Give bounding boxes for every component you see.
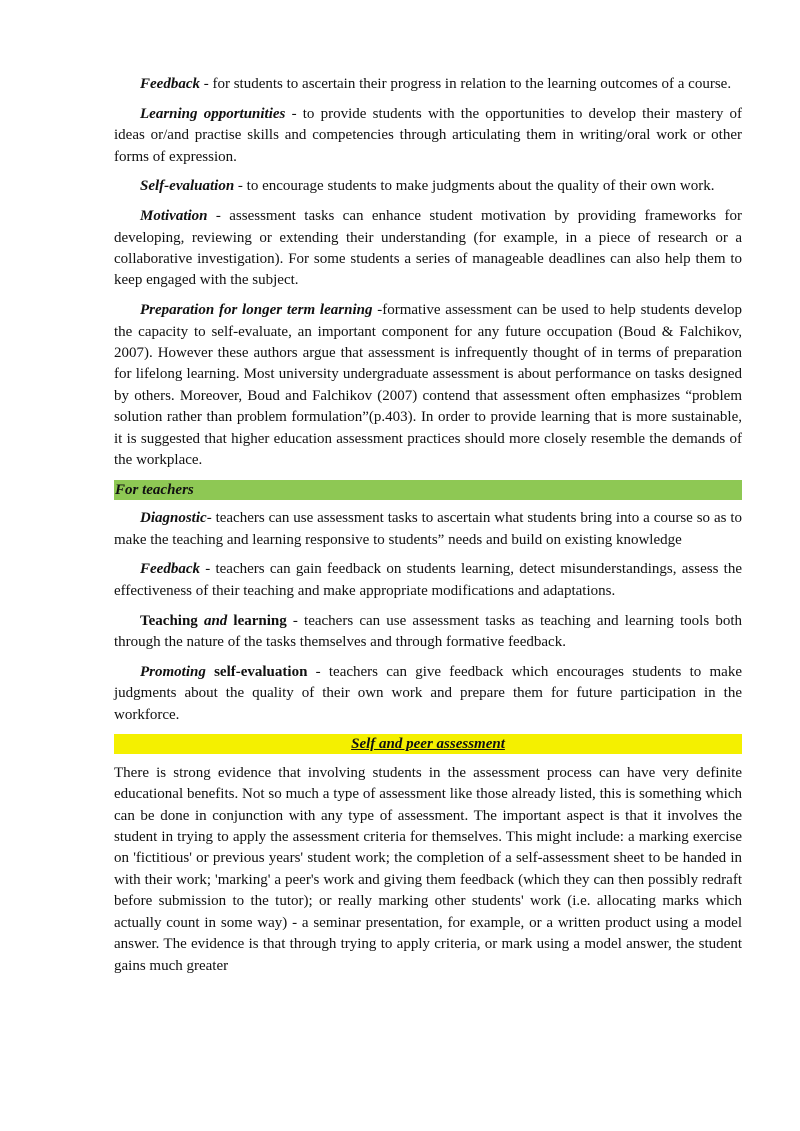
term-promoting: Promoting — [140, 663, 206, 680]
text-preparation: -formative assessment can be used to help students develop the capacity to self-evaluate, an important component for any future occupation (Boud & Falchikov, 2007). However these authors argue that assessment is infrequently thought of in terms of preparation for lifelong learning. Most university undergraduate assessment is about performance on tasks designed by others. Moreover, Boud and Falchikov (2007) contend that assessment often emphasizes “problem solution rather than problem formulation”(p.403). In order to provide learning that is more sustainable, it is suggested that higher education assessment practices should more closely resemble the demands of the workplace. — [114, 302, 742, 469]
term-feedback: Feedback — [140, 76, 200, 92]
term-feedback-teachers: Feedback — [140, 561, 200, 578]
paragraph-motivation — [114, 206, 742, 292]
text-learning-opportunities: - to provide students with the opportunities to develop their mastery of ideas or/and practise skills and competencies through articulating them in writing/oral work or other forms of expression. — [114, 105, 743, 165]
text-motivation: - assessment tasks can enhance student motivation by providing frameworks for developing, reviewing or extending their understanding (for example, in a piece of research or a collaborative investigation). For some students a series of manageable deadlines can also help them to keep engaged with the subject. — [114, 208, 742, 289]
term-learning-opportunities: Learning opportunities — [140, 105, 286, 122]
heading-for-teachers: For teachers — [114, 480, 742, 500]
paragraph-teaching-learning — [114, 611, 742, 654]
term-self-evaluation: Self-evaluation — [140, 178, 235, 195]
text-teaching-learning: - teachers can use assessment tasks as teaching and learning tools both through the nature of the tasks themselves and through formative feedback. — [114, 612, 742, 651]
term-self-evaluation-teachers: self-evaluation — [205, 663, 308, 680]
paragraph-self-evaluation — [114, 176, 742, 197]
term-and: and — [203, 612, 228, 629]
text-diagnostic: - teachers can use assessment tasks to ascertain what students bring into a course so as to make the teaching and learning responsive to students” needs and build on existing knowledge — [114, 510, 742, 548]
term-diagnostic: Diagnostic — [140, 510, 207, 527]
paragraph-self-peer: There is strong evidence that involving students in the assessment process can have very definite educational benefits. Not so much a type of assessment like those already listed, this is something which can be done in conjunction with any type of assessment. The important aspect is that it involves the student in trying to apply the assessment criteria for themselves. This might include: a marking exercise on 'fictitious' or previous years' student work; the completion of a self-assessment sheet to be handed in with their work; 'marking' a peer's work and giving them feedback (which they can then possibly redraft before submission to the tutor); or really marking other students' work (i.e. allocating marks which actually count in some way) - a seminar presentation, for example, or a written product using a model answer. The evidence is that through trying to apply criteria, or mark using a model answer, the student gains much greater — [114, 764, 742, 974]
paragraph-feedback-students — [114, 74, 742, 95]
paragraph-diagnostic — [114, 508, 742, 551]
heading-self-peer-label: Self and peer assessment — [351, 736, 505, 753]
paragraph-promoting — [114, 662, 742, 726]
term-teaching: Teaching — [140, 612, 204, 629]
paragraph-feedback-teachers — [114, 559, 742, 602]
paragraph-learning-opportunities — [114, 104, 742, 168]
text-promoting: - teachers can give feedback which encourages students to make judgments about the quality of their own work and prepare them for future participation in the workforce. — [114, 663, 742, 723]
heading-self-peer-assessment — [114, 734, 742, 754]
paragraph-preparation — [114, 300, 742, 471]
term-preparation: Preparation for longer term learning — [140, 302, 373, 319]
text-feedback: - for students to ascertain their progress in relation to the learning outcomes of a course. — [199, 76, 732, 92]
text-self-evaluation: - to encourage students to make judgments about the quality of their own work. — [234, 178, 715, 195]
term-learning: learning — [227, 612, 287, 629]
document-page — [114, 74, 742, 985]
text-feedback-teachers: - teachers can gain feedback on students learning, detect misunderstandings, assess the effectiveness of their teaching and make appropriate modifications and adaptations. — [114, 561, 742, 599]
term-motivation: Motivation — [140, 208, 208, 225]
